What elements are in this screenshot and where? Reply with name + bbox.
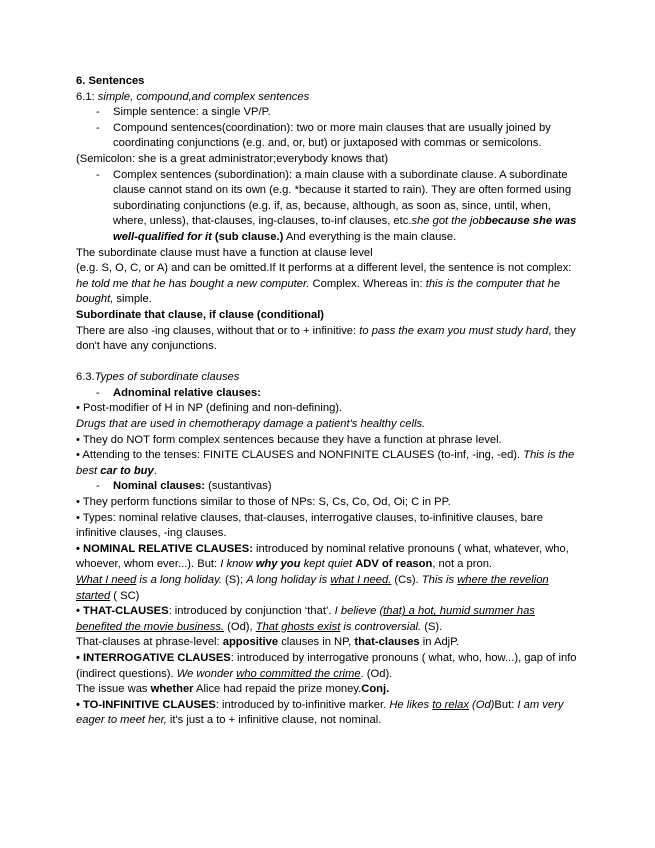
nominal-point-1: • They perform functions similar to those of NPs: S, Cs, Co, Od, Oi; C in PP. <box>76 496 451 509</box>
that-clauses-paragraph: • THAT-CLAUSES: introduced by conjunction ‘that’. I believe (that) a hot, humid summer has benefited the movie business. (Od), That ghosts exist is controversial. (S). <box>76 605 535 633</box>
subordinate-function-paragraph: (e.g. S, O, C, or A) and can be omitted.If It performs at a different level, the sentence is not complex: he told me that he has bought a new computer. Complex. Whereas in: this is the computer that he bought, simple. <box>76 262 572 306</box>
subsection-6-3: 6.3.Types of subordinate clauses <box>76 371 240 384</box>
list-item-compound: - Compound sentences(coordination): two or more main clauses that are usually joined by coordinating conjunctions (e.g. and, or, but) or juxtaposed with commas or semicolons. <box>96 121 551 150</box>
list-item-complex: - Complex sentences (subordination): a main clause with a subordinate clause. A subordinate clause cannot stand on its own (e.g. *because it started to rain). They are often formed using subordinating conjunctions (e.g. if, as, because, although, as soon as, since, until, when, where, unless), that-clauses, ing-clauses, to-inf clauses, etc.she got the jobbecause she was well-qualified for it (sub clause.) And everything is the main clause. <box>96 168 577 243</box>
semicolon-note: (Semicolon: she is a great administrator;everybody knows that) <box>76 152 389 165</box>
nominal-relative-paragraph: • NOMINAL RELATIVE CLAUSES: introduced by nominal relative pronouns ( what, whatever, who, whoever, whom ever...). But: I know why you kept quiet ADV of reason, not a pron. What I need is a long holiday. (S); A long holiday is what I need. (Cs). This is where the revelion started ( SC) <box>76 542 569 602</box>
nominal-heading: - Nominal clauses: (sustantivas) <box>96 480 272 493</box>
interrogative-whether: The issue was whether Alice had repaid the prize money.Conj. <box>76 683 390 696</box>
adnominal-point-1: • Post-modifier of H in NP (defining and non-defining). <box>76 402 343 415</box>
subsection-6-1: 6.1: simple, compound,and complex sentences <box>76 90 310 103</box>
document-body <box>76 74 584 729</box>
adnominal-point-2: • They do NOT form complex sentences because they have a function at phrase level. <box>76 433 502 446</box>
interrogative-paragraph: • INTERROGATIVE CLAUSES: introduced by interrogative pronouns ( what, who, how...), gap of info (indirect questions). We wonder who committed the crime. (Od). <box>76 651 577 680</box>
subordinate-function-line: The subordinate clause must have a function at clause level <box>76 246 373 259</box>
adnominal-point-3: • Attending to the tenses: FINITE CLAUSES and NONFINITE CLAUSES (to-inf, -ing, -ed). This is the best car to buy. <box>76 449 575 477</box>
to-infinitive-paragraph: • TO-INFINITIVE CLAUSES: introduced by to-infinitive marker. He likes to relax (Od)But: I am very eager to meet her, it's just a to + infinitive clause, not nominal. <box>76 698 564 727</box>
nominal-point-2: • Types: nominal relative clauses, that-clauses, interrogative clauses, to-infinitive clauses, bare infinitive clauses, -ing clauses. <box>76 511 543 540</box>
subordinate-heading: Subordinate that clause, if clause (conditional) <box>76 308 325 321</box>
that-clauses-phrase-level: That-clauses at phrase-level: appositive clauses in NP, that-clauses in AdjP. <box>76 636 460 649</box>
adnominal-example: Drugs that are used in chemotherapy damage a patient's healthy cells. <box>76 418 426 431</box>
section-heading: 6. Sentences <box>76 75 145 87</box>
adnominal-heading: - Adnominal relative clauses: <box>96 386 261 399</box>
ing-clauses-paragraph: There are also -ing clauses, without that or to + infinitive: to pass the exam you must study hard, they don't have any conjunctions. <box>76 324 576 353</box>
list-item-simple: - Simple sentence: a single VP/P. <box>96 106 271 119</box>
